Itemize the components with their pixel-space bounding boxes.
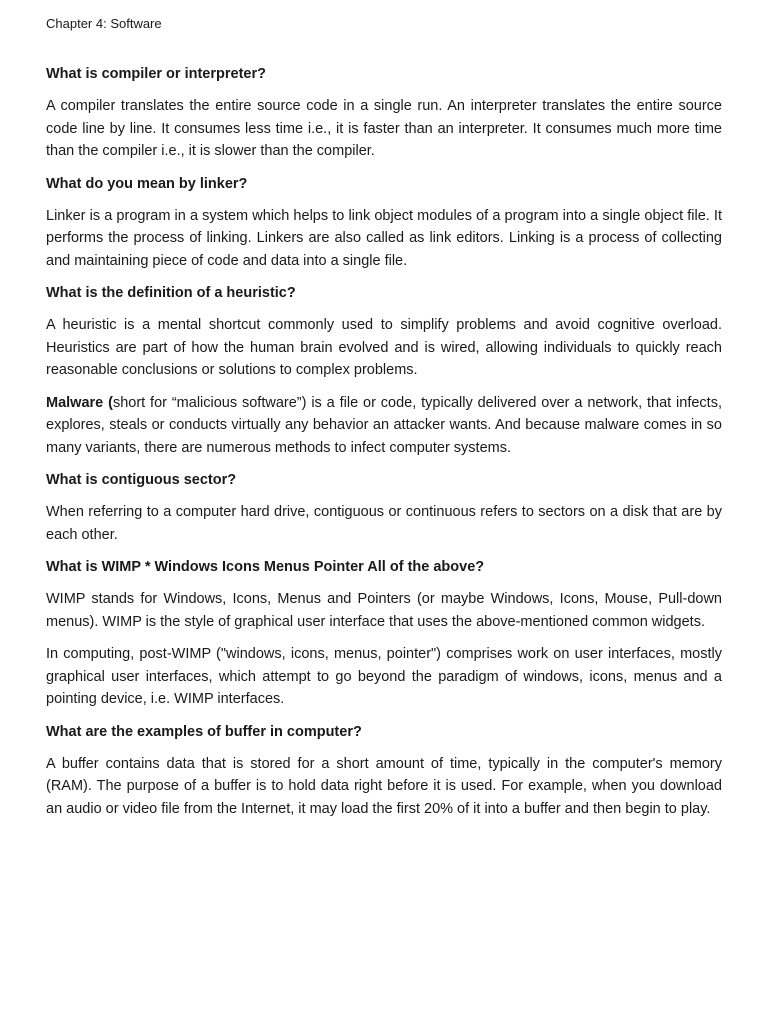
answer-contiguous-sector: When referring to a computer hard drive, contiguous or continuous refers to sectors on a disk that are by each other.: [46, 504, 722, 543]
question-wimp: What is WIMP * Windows Icons Menus Pointer All of the above?: [46, 559, 485, 575]
paragraph-malware: [46, 392, 722, 460]
answer-buffer: A buffer contains data that is stored for a short amount of time, typically in the computer's memory (RAM). The purpose of a buffer is to hold data right before it is used. For example, when you download an audio or video file from the Internet, it may load the first 20% of it into a buffer and then begin to play.: [46, 755, 722, 817]
answer-linker: Linker is a program in a system which helps to link object modules of a program into a single object file. It performs the process of linking. Linkers are also called as link editors. Linking is a process of collecting and maintaining piece of code and data into a single file.: [46, 207, 722, 269]
malware-definition: short for “malicious software”) is a file or code, typically delivered over a network, that infects, explores, steals or conducts virtually any behavior an attacker wants. And because malware comes in so many variants, there are numerous methods to infect computer systems.: [46, 394, 722, 456]
document-body: [46, 63, 722, 820]
question-heuristic: What is the definition of a heuristic?: [46, 285, 296, 301]
paragraph-post-wimp: In computing, post-WIMP ("windows, icons, menus, pointer") comprises work on user interfaces, mostly graphical user interfaces, which attempt to go beyond the paradigm of windows, icons, menus and a pointing device, i.e. WIMP interfaces.: [46, 646, 722, 707]
question-compiler-interpreter: What is compiler or interpreter?: [46, 66, 266, 82]
malware-term: Malware (: [46, 394, 113, 411]
answer-heuristic: A heuristic is a mental shortcut commonly used to simplify problems and avoid cognitive overload. Heuristics are part of how the human brain evolved and is wired, allowing individuals to quickly reach reasonable conclusions or solutions to complex problems.: [46, 317, 722, 378]
question-contiguous-sector: What is contiguous sector?: [46, 472, 237, 488]
question-buffer: What are the examples of buffer in computer?: [46, 723, 362, 740]
chapter-header: Chapter 4: Software: [46, 16, 162, 31]
answer-compiler-interpreter: A compiler translates the entire source code in a single run. An interpreter translates the entire source code line by line. It consumes less time i.e., it is faster than an interpreter. It consumes much more time than the compiler i.e., it is slower than the compiler.: [46, 98, 722, 159]
question-linker: What do you mean by linker?: [46, 175, 248, 192]
answer-wimp: WIMP stands for Windows, Icons, Menus and Pointers (or maybe Windows, Icons, Mouse, Pull-down menus). WIMP is the style of graphical user interface that uses the above-mentioned common widgets.: [46, 591, 722, 630]
